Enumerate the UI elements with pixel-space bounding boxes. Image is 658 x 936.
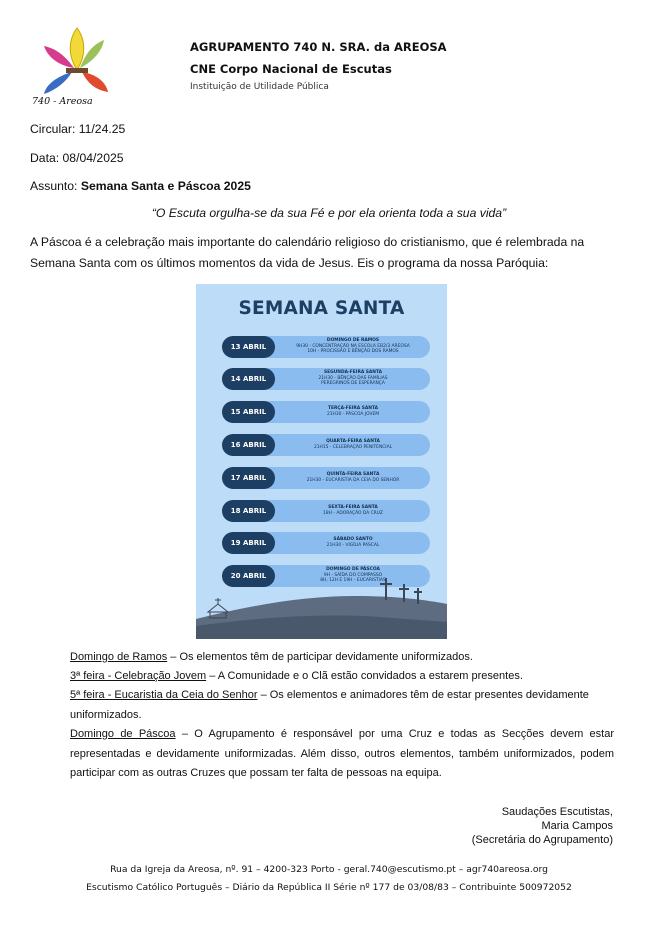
agrupamento-logo — [30, 22, 124, 112]
note-label: Domingo de Páscoa — [70, 728, 176, 740]
poster-day-detail: 21H30 - VIGÍLIA PASCAL — [326, 542, 380, 548]
poster-day-name: QUINTA-FEIRA SANTA — [326, 472, 380, 477]
note-text: – A Comunidade e o Clã estão convidados a estarem presentes. — [206, 670, 523, 682]
poster-day-detail: PEREGRINOS DE ESPERANÇA — [321, 381, 385, 387]
logo-caption: 740 - Areosa — [32, 96, 93, 107]
poster-day-text — [280, 370, 426, 387]
poster-day-row — [222, 368, 430, 390]
note-text: – Os elementos e animadores têm de estar presentes devidamente uniformizados. — [70, 689, 589, 721]
note-label: 3ª feira - Celebração Jovem — [70, 670, 207, 682]
poster-day-detail: 9H30 - CONCENTRAÇÃO NA ESCOLA EB2/3 AREOSA — [296, 343, 410, 349]
poster-day-date: 13 ABRIL — [222, 336, 275, 358]
poster-day-date: 19 ABRIL — [222, 532, 275, 554]
poster-day-detail: 8H, 12H E 19H - EUCARISTIAS — [320, 578, 386, 584]
poster-day-text — [280, 472, 426, 483]
footer-registry: Escutismo Católico Português – Diário da República II Série nº 177 de 03/08/83 – Contribuinte 500972052 — [86, 882, 572, 893]
note-label: 5ª feira - Eucaristia da Ceia do Senhor — [70, 689, 258, 701]
poster-day-date: 20 ABRIL — [222, 565, 275, 587]
poster-day-text — [280, 505, 426, 516]
note-item — [70, 667, 614, 687]
poster-day-name: SEGUNDA-FEIRA SANTA — [323, 370, 383, 375]
poster-day-text — [280, 406, 426, 417]
note-label: Domingo de Ramos — [70, 651, 168, 663]
poster-day-row — [222, 434, 430, 456]
note-item — [70, 648, 614, 668]
signature-name: Maria Campos — [541, 820, 613, 832]
poster-day-name: TERÇA-FEIRA SANTA — [327, 406, 379, 411]
poster-day-row — [222, 401, 430, 423]
motto-quote: “O Escuta orgulha-se da sua Fé e por ela orienta toda a sua vida” — [151, 206, 507, 220]
poster-day-detail: 21H30 - EUCARISTIA DA CEIA DO SENHOR — [306, 477, 400, 483]
poster-day-detail: 21H30 - BÊNÇÃO DAS FAMÍLIAS — [318, 375, 388, 381]
poster-day-name: SÁBADO SANTO — [333, 537, 373, 542]
poster-title: SEMANA SANTA — [238, 298, 405, 319]
date-value: 08/04/2025 — [59, 151, 124, 165]
org-subtitle: CNE Corpo Nacional de Escutas — [190, 62, 392, 76]
subject-line — [30, 179, 251, 193]
circular-line — [30, 122, 125, 136]
intro-paragraph: A Páscoa é a celebração mais importante do calendário religioso do cristianismo, que é relembrada na Semana Santa com os últimos momentos da vida de Jesus. Eis o programa da nossa Paróquia: — [30, 235, 585, 270]
poster-day-name: DOMINGO DE RAMOS — [326, 338, 380, 343]
poster-day-name: QUARTA-FEIRA SANTA — [326, 439, 380, 444]
note-item — [70, 686, 614, 725]
poster-day-detail: 18H - ADORAÇÃO DA CRUZ — [323, 510, 383, 516]
poster-day-row — [222, 336, 430, 358]
subject-value: Semana Santa e Páscoa 2025 — [77, 179, 251, 193]
poster-day-row — [222, 467, 430, 489]
poster-day-date: 18 ABRIL — [222, 500, 275, 522]
signature-role: (Secretária do Agrupamento) — [471, 834, 613, 846]
semana-santa-poster — [196, 284, 447, 639]
note-text: – Os elementos têm de participar devidamente uniformizados. — [167, 651, 473, 663]
poster-day-detail: 21H15 - CELEBRAÇÃO PENITENCIAL — [313, 444, 393, 450]
date-line — [30, 151, 124, 165]
poster-day-text — [280, 439, 426, 450]
poster-day-detail: 9H - SAÍDA DO COMPASSO — [323, 572, 383, 578]
signature-greeting: Saudações Escutistas, — [501, 806, 613, 818]
poster-day-detail: 10H - PROCISSÃO E BÊNÇÃO DOS RAMOS — [307, 349, 399, 355]
hill-with-crosses-icon — [196, 574, 447, 639]
circular-label: Circular: — [30, 122, 76, 136]
poster-day-date: 14 ABRIL — [222, 368, 275, 390]
poster-day-date: 16 ABRIL — [222, 434, 275, 456]
poster-day-row — [222, 532, 430, 554]
poster-day-name: DOMINGO DE PÁSCOA — [326, 567, 380, 572]
circular-value: 11/24.25 — [75, 122, 126, 136]
poster-day-text — [280, 338, 426, 355]
note-text: – O Agrupamento é responsável por uma Cruz e todas as Secções devem estar representadas e devidamente uniformizadas. Além disso, outros elementos, também uniformizados, podem participar com as outras Cruzes que possam ter falta de pessoas na equipa. — [70, 728, 615, 779]
org-status: Instituição de Utilidade Pública — [190, 82, 329, 92]
poster-day-text — [280, 537, 426, 548]
poster-day-date: 17 ABRIL — [222, 467, 275, 489]
footer-address: Rua da Igreja da Areosa, nº. 91 – 4200-323 Porto - geral.740@escutismo.pt – agr740areosa.org — [110, 864, 548, 875]
org-name: AGRUPAMENTO 740 N. SRA. da AREOSA — [190, 40, 447, 54]
poster-day-name: SEXTA-FEIRA SANTA — [328, 505, 378, 510]
note-item — [70, 725, 614, 784]
subject-label: Assunto: — [30, 179, 78, 193]
poster-day-detail: 21H30 - PÁSCOA JOVEM — [326, 411, 380, 417]
poster-day-date: 15 ABRIL — [222, 401, 275, 423]
date-label: Data: — [30, 151, 60, 165]
poster-day-row — [222, 500, 430, 522]
